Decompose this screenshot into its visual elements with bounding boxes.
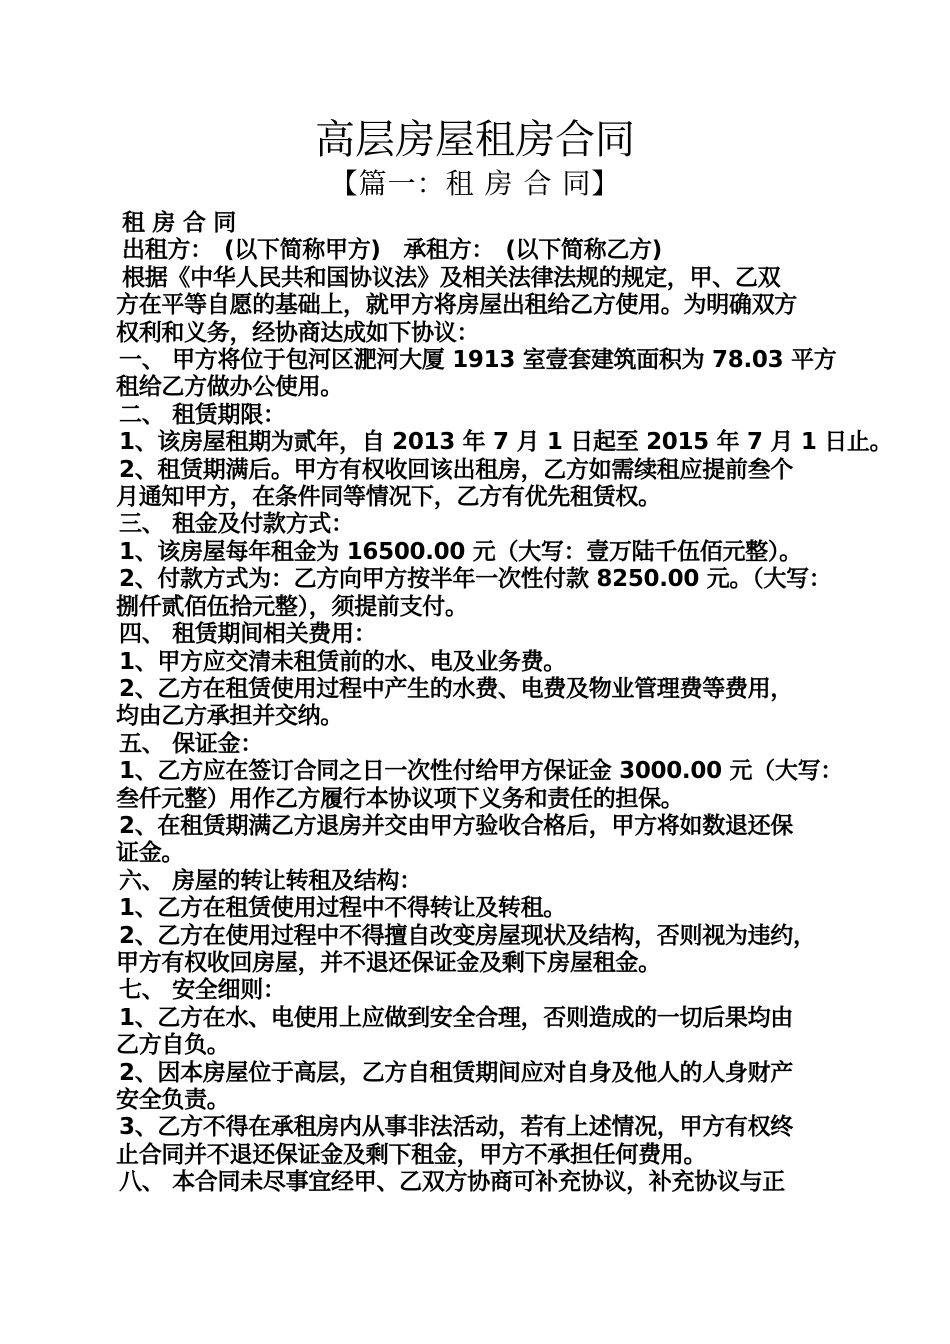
paragraph-line: 出租方： (以下简称甲方) 承租方： (以下简称乙方) (122, 237, 662, 264)
paragraph-line: 权利和义务，经协商达成如下协议： (116, 319, 480, 346)
clause-heading: 三、 租金及付款方式： (119, 511, 354, 538)
paragraph-line: 证金。 (116, 840, 185, 867)
contract-body (116, 210, 893, 1197)
paragraph-line: 月通知甲方，在条件同等情况下，乙方有优先租赁权。 (116, 484, 661, 511)
paragraph-line: 甲方有权收回房屋，并不退还保证金及剩下房屋租金。 (116, 949, 661, 976)
clause-heading: 六、 房屋的转让转租及结构： (119, 867, 422, 894)
clause-item: 2、乙方在租赁使用过程中产生的水费、电费及物业管理费等费用， (119, 675, 794, 702)
clause-item: 2、付款方式为：乙方向甲方按半年一次性付款 8250.00 元。（大写： (119, 566, 832, 593)
paragraph-line: 根据《中华人民共和国协议法》及相关法律法规的规定，甲、乙双 (122, 264, 781, 291)
clause-item: 3、乙方不得在承租房内从事非法活动，若有上述情况，甲方有权终 (119, 1114, 794, 1141)
clause-item: 1、甲方应交清未租赁前的水、电及业务费。 (119, 648, 567, 675)
clause-item: 1、该房屋租期为贰年，自 2013 年 7 月 1 日起至 2015 年 7 月 1 日止。 (119, 429, 893, 456)
document-title: 高层房屋租房合同 (315, 117, 635, 163)
clause-heading: 四、 租赁期间相关费用： (119, 621, 377, 648)
paragraph-line: 叁仟元整）用作乙方履行本协议项下义务和责任的担保。 (116, 785, 684, 812)
clause-heading: 二、 租赁期限： (119, 401, 286, 428)
clause-heading: 五、 保证金： (119, 730, 263, 757)
clause-item: 1、乙方在水、电使用上应做到安全合理，否则造成的一切后果均由 (119, 1004, 794, 1031)
clause-item: 1、该房屋每年租金为 16500.00 元（大写：壹万陆千伍佰元整）。 (119, 538, 802, 565)
clause-item: 2、乙方在使用过程中不得擅自改变房屋现状及结构，否则视为违约， (119, 922, 816, 949)
paragraph-line: 乙方自负。 (116, 1032, 230, 1059)
clause-heading: 八、 本合同未尽事宜经甲、乙双方协商可补充协议，补充协议与正 (119, 1169, 786, 1196)
clause-item: 2、在租赁期满乙方退房并交由甲方验收合格后，甲方将如数退还保 (119, 812, 794, 839)
clause-item: 2、租赁期满后。甲方有权收回该出租房，乙方如需续租应提前叁个 (119, 456, 794, 483)
paragraph-line: 方在平等自愿的基础上，就甲方将房屋出租给乙方使用。为明确双方 (116, 292, 798, 319)
clause-heading: 七、 安全细则： (119, 977, 286, 1004)
clause-item: 2、因本房屋位于高层，乙方自租赁期间应对自身及他人的人身财产 (119, 1059, 794, 1086)
paragraph-line: 均由乙方承担并交纳。 (116, 703, 344, 730)
paragraph-line: 租给乙方做办公使用。 (116, 374, 344, 401)
section-heading: 租 房 合 同 (122, 210, 236, 236)
clause-line: 一、 甲方将位于包河区淝河大厦 1913 室壹套建筑面积为 78.03 平方 (119, 347, 837, 374)
document-subtitle: 【篇一：租 房 合 同】 (329, 167, 621, 200)
paragraph-line: 安全负责。 (116, 1087, 230, 1113)
clause-item: 1、乙方在租赁使用过程中不得转让及转租。 (119, 895, 567, 922)
paragraph-line: 捌仟贰佰伍拾元整），须提前支付。 (116, 593, 468, 620)
paragraph-line: 止合同并不退还保证金及剩下租金，甲方不承担任何费用。 (116, 1141, 707, 1168)
clause-item: 1、乙方应在签订合同之日一次性付给甲方保证金 3000.00 元（大写： (119, 758, 843, 785)
